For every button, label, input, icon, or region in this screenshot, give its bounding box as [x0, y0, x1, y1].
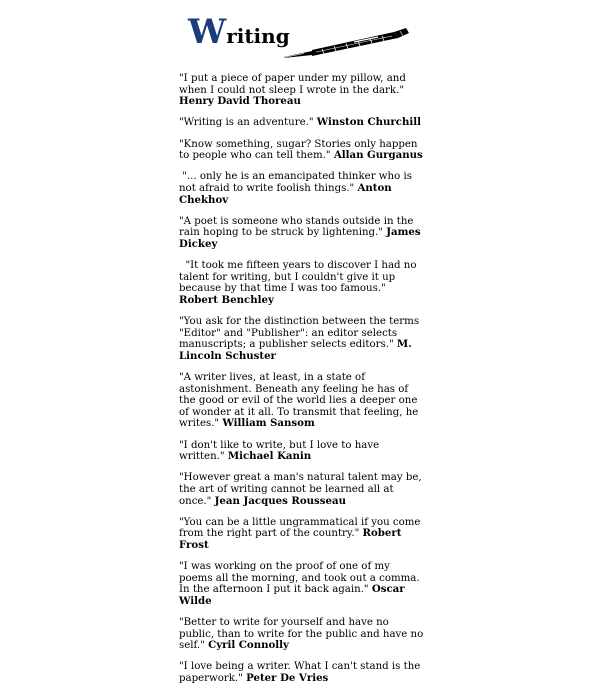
quote-item — [179, 216, 425, 251]
quote-item — [179, 517, 425, 552]
page-header — [188, 12, 428, 56]
quote-author: Michael Kanin — [227, 450, 312, 463]
quotes-list — [179, 73, 425, 694]
quote-item — [179, 171, 425, 206]
quote-item — [179, 260, 425, 306]
quote-item — [179, 73, 425, 108]
quote-text: "I love being a writer. What I can't stand is the paperwork." — [179, 661, 421, 685]
quote-text: "I don't like to write, but I love to have written." — [179, 439, 380, 463]
title-rest: riting — [226, 24, 290, 48]
page-title — [188, 12, 290, 56]
quote-author: Peter De Vries — [246, 672, 329, 685]
quote-text: "However great a man's natural talent may be, the art of writing cannot be learned all at once." — [179, 472, 422, 507]
quote-text: "A writer lives, at least, in a state of astonishment. Beneath any feeling he has of the good or evil of the world lies a deeper one of wonder at it all. To transmit that feeling, he writes." — [179, 372, 419, 430]
quote-item — [179, 661, 425, 684]
quote-author: Oscar Wilde — [179, 583, 405, 607]
quote-author: James Dickey — [179, 226, 421, 250]
quote-text: "Writing is an adventure." — [179, 117, 314, 129]
quote-text: "... only he is an emancipated thinker who is not afraid to write foolish things." — [179, 171, 412, 194]
quote-item — [179, 617, 425, 652]
quote-item — [179, 139, 425, 162]
quote-text: "I was working on the proof of one of my poems all the morning, and took out a comma. In the afternoon I put it back again." — [179, 561, 420, 596]
fountain-pen-icon — [282, 26, 412, 60]
quote-author: M. Lincoln Schuster — [179, 338, 412, 362]
quote-author: William Sansom — [222, 417, 315, 430]
quote-author: Anton Chekhov — [179, 181, 392, 206]
quote-text: "It took me fifteen years to discover I had no talent for writing, but I couldn't give it up because by that time I was too famous." — [179, 260, 417, 295]
quote-text: "A poet is someone who stands outside in the rain hoping to be struck by lightening." — [179, 215, 414, 239]
quote-author: Henry David Thoreau — [179, 95, 301, 108]
quote-item — [179, 440, 425, 463]
quote-author: Robert Frost — [179, 527, 402, 551]
quote-item — [179, 117, 425, 129]
quote-author: Allan Gurganus — [333, 149, 423, 162]
quote-author: Robert Benchley — [179, 293, 274, 306]
quote-text: "Better to write for yourself and have no public, than to write for the public and have no self." — [179, 617, 424, 652]
quote-text: "I put a piece of paper under my pillow, and when I could not sleep I wrote in the dark." — [179, 73, 406, 96]
quote-item — [179, 472, 425, 507]
quote-author: Cyril Connolly — [208, 639, 289, 652]
title-first-letter: W — [188, 12, 227, 52]
quote-author: Jean Jacques Rousseau — [214, 494, 347, 507]
quote-author: Winston Churchill — [316, 116, 422, 129]
quote-text: "You can be a little ungrammatical if you come from the right part of the country." — [179, 516, 421, 540]
quote-text: "Know something, sugar? Stories only happen to people who can tell them." — [179, 138, 418, 162]
quote-text: "You ask for the distinction between the terms "Editor" and "Publisher": an editor selects manuscripts; a publisher selects editors." — [179, 316, 420, 351]
quote-item — [179, 316, 425, 362]
quote-item — [179, 372, 425, 430]
quote-item — [179, 561, 425, 607]
